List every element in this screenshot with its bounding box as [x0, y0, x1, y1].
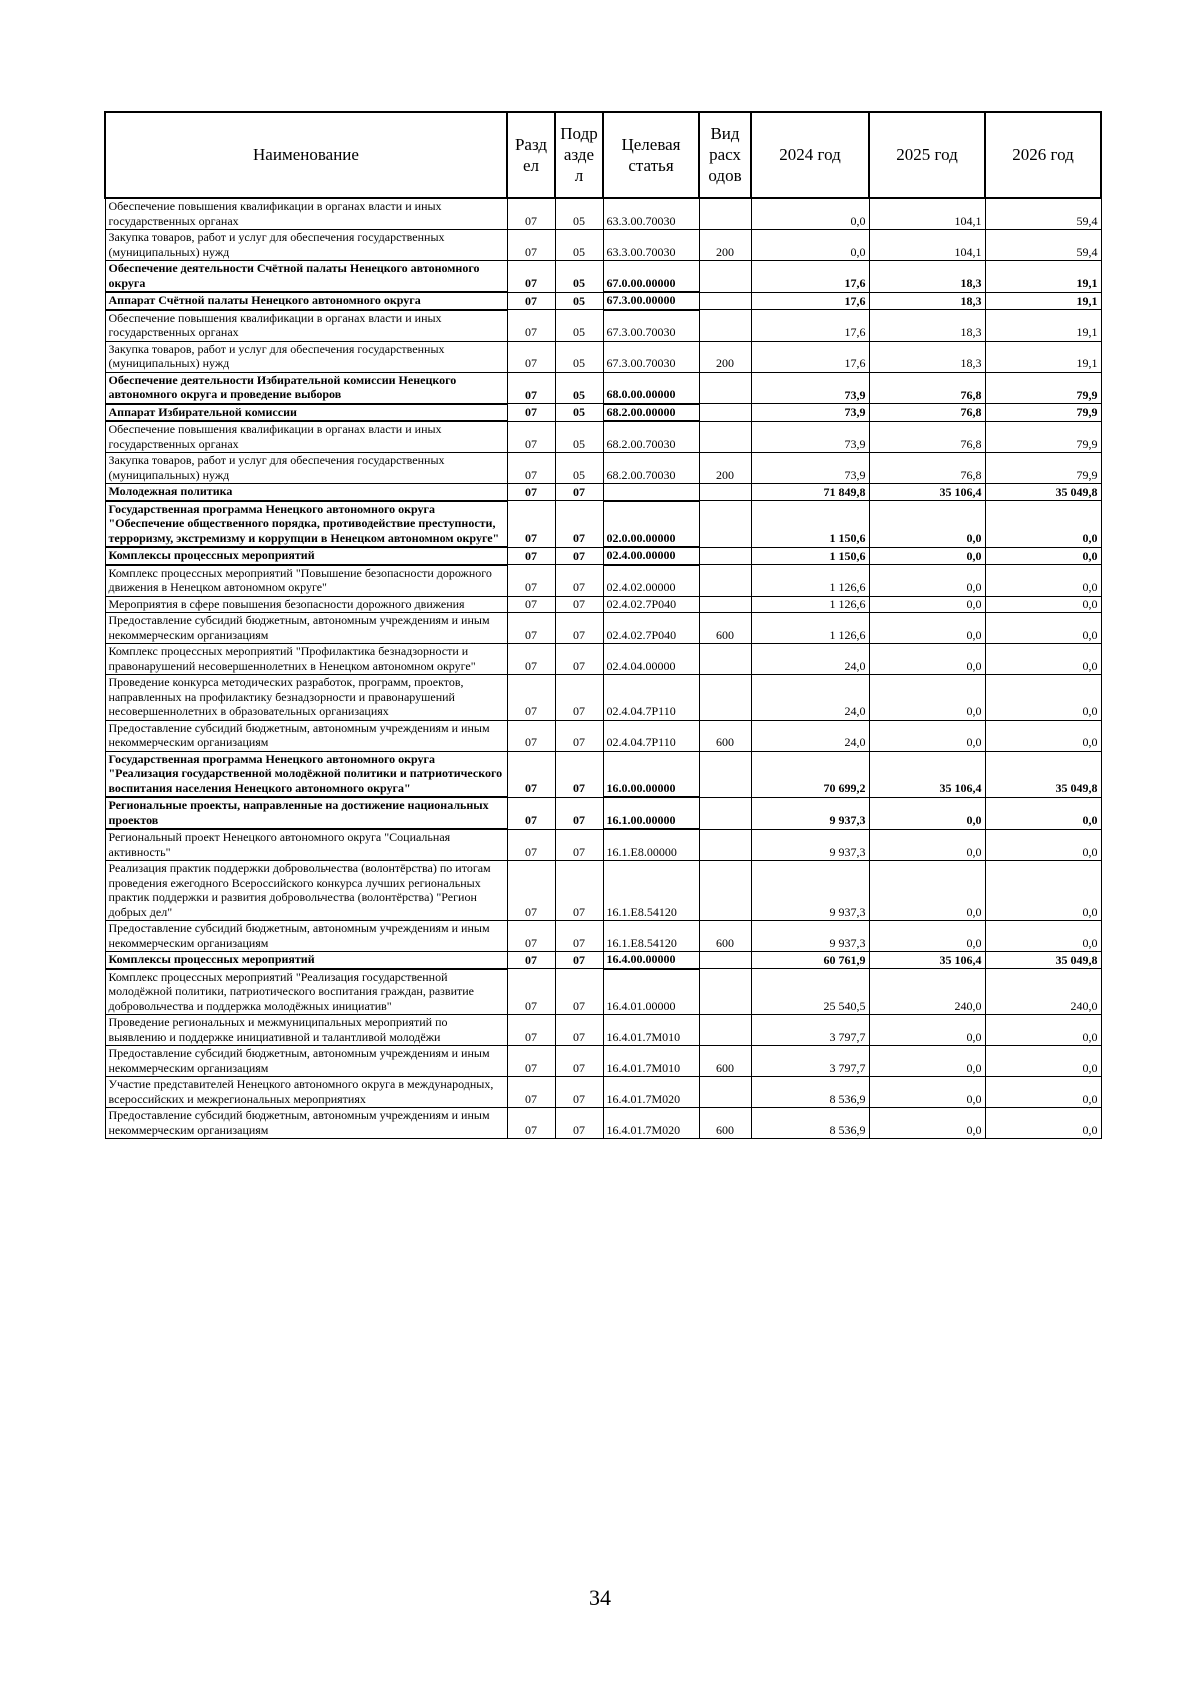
row-expense-type	[699, 969, 751, 1015]
row-name: Участие представителей Ненецкого автономного округа в международных, всероссийских и межрегиональных мероприятиях	[105, 1077, 507, 1108]
row-section: 07	[507, 952, 555, 969]
row-target: 63.3.00.70030	[603, 230, 699, 261]
row-target: 02.4.00.00000	[603, 547, 699, 565]
row-value-2025: 76,8	[869, 453, 985, 484]
row-name: Обеспечение деятельности Избирательной комиссии Ненецкого автономного округа и проведение выборов	[105, 372, 507, 404]
row-expense-type	[699, 501, 751, 548]
row-section: 07	[507, 453, 555, 484]
table-row	[105, 675, 1101, 721]
row-value-2026: 0,0	[985, 1046, 1101, 1077]
row-value-2025: 35 106,4	[869, 751, 985, 797]
row-name: Закупка товаров, работ и услуг для обеспечения государственных (муниципальных) нужд	[105, 453, 507, 484]
budget-table	[104, 111, 1102, 1139]
row-name: Проведение конкурса методических разработок, программ, проектов, направленных на профилактику безнадзорности и правонарушений несовершеннолетних в образовательных организациях	[105, 675, 507, 721]
row-name: Государственная программа Ненецкого автономного округа "Обеспечение общественного порядка, противодействие преступности, терроризму, экстремизму и коррупции в Ненецком автономном округе"	[105, 501, 507, 548]
table-row	[105, 547, 1101, 565]
row-subsection: 07	[555, 484, 603, 501]
table-header-row	[105, 112, 1101, 198]
row-subsection: 07	[555, 829, 603, 861]
row-expense-type	[699, 261, 751, 293]
page-number: 34	[589, 1585, 611, 1610]
row-expense-type	[699, 198, 751, 230]
row-value-2025: 0,0	[869, 596, 985, 613]
row-value-2025: 35 106,4	[869, 952, 985, 969]
row-subsection: 07	[555, 565, 603, 597]
row-subsection: 05	[555, 372, 603, 404]
row-value-2025: 0,0	[869, 829, 985, 861]
row-target: 16.4.01.00000	[603, 969, 699, 1015]
row-subsection: 07	[555, 1108, 603, 1139]
row-name: Комплекс процессных мероприятий "Повышение безопасности дорожного движения в Ненецком автономном округе"	[105, 565, 507, 597]
row-target: 68.2.00.70030	[603, 421, 699, 453]
row-value-2025: 0,0	[869, 613, 985, 644]
row-value-2025: 18,3	[869, 261, 985, 293]
table-row	[105, 292, 1101, 310]
row-expense-type	[699, 1077, 751, 1108]
row-subsection: 07	[555, 613, 603, 644]
row-value-2026: 59,4	[985, 198, 1101, 230]
row-value-2025: 18,3	[869, 310, 985, 342]
table-row	[105, 861, 1101, 921]
row-subsection: 05	[555, 421, 603, 453]
row-value-2026: 0,0	[985, 720, 1101, 751]
row-expense-type: 600	[699, 921, 751, 952]
row-name: Аппарат Избирательной комиссии	[105, 404, 507, 422]
row-value-2024: 70 699,2	[751, 751, 869, 797]
row-section: 07	[507, 921, 555, 952]
row-section: 07	[507, 751, 555, 797]
row-target: 68.2.00.00000	[603, 404, 699, 422]
row-subsection: 07	[555, 861, 603, 921]
table-row	[105, 829, 1101, 861]
row-value-2025: 0,0	[869, 1046, 985, 1077]
row-name: Обеспечение деятельности Счётной палаты Ненецкого автономного округа	[105, 261, 507, 293]
row-subsection: 05	[555, 341, 603, 372]
row-section: 07	[507, 644, 555, 675]
row-value-2025: 0,0	[869, 1108, 985, 1139]
table-row	[105, 404, 1101, 422]
row-expense-type	[699, 484, 751, 501]
row-value-2026: 19,1	[985, 261, 1101, 293]
row-subsection: 07	[555, 1077, 603, 1108]
table-row	[105, 198, 1101, 230]
table-row	[105, 1015, 1101, 1046]
row-value-2024: 1 150,6	[751, 501, 869, 548]
table-row	[105, 1046, 1101, 1077]
row-value-2026: 0,0	[985, 921, 1101, 952]
row-name: Обеспечение повышения квалификации в органах власти и иных государственных органах	[105, 421, 507, 453]
row-section: 07	[507, 198, 555, 230]
row-name: Государственная программа Ненецкого автономного округа "Реализация государственной молодёжной политики и патриотического воспитания населения Ненецкого автономного округа"	[105, 751, 507, 797]
row-value-2026: 0,0	[985, 596, 1101, 613]
row-subsection: 07	[555, 547, 603, 565]
row-value-2026: 35 049,8	[985, 751, 1101, 797]
row-value-2026: 0,0	[985, 861, 1101, 921]
table-row	[105, 596, 1101, 613]
row-value-2024: 24,0	[751, 675, 869, 721]
row-value-2025: 0,0	[869, 1015, 985, 1046]
row-expense-type: 200	[699, 341, 751, 372]
row-subsection: 05	[555, 292, 603, 310]
row-section: 07	[507, 501, 555, 548]
row-subsection: 07	[555, 675, 603, 721]
table-row	[105, 797, 1101, 829]
row-value-2025: 240,0	[869, 969, 985, 1015]
row-value-2024: 0,0	[751, 198, 869, 230]
row-subsection: 05	[555, 453, 603, 484]
row-name: Предоставление субсидий бюджетным, автономным учреждениям и иным некоммерческим организациям	[105, 720, 507, 751]
row-subsection: 07	[555, 797, 603, 829]
row-value-2024: 73,9	[751, 404, 869, 422]
row-value-2026: 0,0	[985, 675, 1101, 721]
header-2026: 2026 год	[985, 112, 1101, 198]
row-value-2024: 24,0	[751, 644, 869, 675]
row-name: Предоставление субсидий бюджетным, автономным учреждениям и иным некоммерческим организациям	[105, 1108, 507, 1139]
row-value-2025: 18,3	[869, 341, 985, 372]
row-value-2024: 1 150,6	[751, 547, 869, 565]
row-value-2026: 0,0	[985, 1077, 1101, 1108]
row-expense-type	[699, 547, 751, 565]
row-value-2024: 1 126,6	[751, 613, 869, 644]
row-value-2025: 0,0	[869, 565, 985, 597]
header-subsection: Подр азде л	[555, 112, 603, 198]
row-value-2024: 17,6	[751, 292, 869, 310]
row-target	[603, 484, 699, 501]
row-target: 02.4.04.7Р110	[603, 720, 699, 751]
header-name: Наименование	[105, 112, 507, 198]
row-section: 07	[507, 829, 555, 861]
row-value-2025: 0,0	[869, 1077, 985, 1108]
table-row	[105, 501, 1101, 548]
row-section: 07	[507, 1108, 555, 1139]
row-expense-type	[699, 310, 751, 342]
row-name: Обеспечение повышения квалификации в органах власти и иных государственных органах	[105, 310, 507, 342]
row-value-2024: 9 937,3	[751, 861, 869, 921]
row-target: 02.4.02.7Р040	[603, 596, 699, 613]
row-target: 16.1.Е8.54120	[603, 861, 699, 921]
row-target: 02.0.00.00000	[603, 501, 699, 548]
row-value-2024: 9 937,3	[751, 921, 869, 952]
row-target: 67.0.00.00000	[603, 261, 699, 293]
row-expense-type	[699, 861, 751, 921]
row-value-2025: 76,8	[869, 404, 985, 422]
row-expense-type	[699, 372, 751, 404]
row-value-2026: 79,9	[985, 453, 1101, 484]
table-row	[105, 341, 1101, 372]
row-value-2024: 1 126,6	[751, 565, 869, 597]
row-expense-type	[699, 952, 751, 969]
table-body	[105, 198, 1101, 1139]
row-name: Предоставление субсидий бюджетным, автономным учреждениям и иным некоммерческим организациям	[105, 1046, 507, 1077]
row-expense-type	[699, 596, 751, 613]
row-name: Аппарат Счётной палаты Ненецкого автономного округа	[105, 292, 507, 310]
row-value-2025: 0,0	[869, 501, 985, 548]
table-row	[105, 565, 1101, 597]
row-value-2026: 35 049,8	[985, 952, 1101, 969]
header-expense-type: Вид расх одов	[699, 112, 751, 198]
table-row	[105, 751, 1101, 797]
row-value-2026: 35 049,8	[985, 484, 1101, 501]
row-subsection: 07	[555, 501, 603, 548]
row-name: Региональные проекты, направленные на достижение национальных проектов	[105, 797, 507, 829]
row-subsection: 05	[555, 230, 603, 261]
row-value-2024: 73,9	[751, 421, 869, 453]
row-expense-type: 600	[699, 720, 751, 751]
row-target: 67.3.00.70030	[603, 310, 699, 342]
row-expense-type	[699, 292, 751, 310]
row-expense-type: 200	[699, 453, 751, 484]
row-section: 07	[507, 341, 555, 372]
row-value-2024: 3 797,7	[751, 1046, 869, 1077]
row-target: 02.4.02.7Р040	[603, 613, 699, 644]
table-row	[105, 453, 1101, 484]
row-target: 02.4.04.00000	[603, 644, 699, 675]
row-value-2025: 0,0	[869, 675, 985, 721]
row-value-2026: 0,0	[985, 1015, 1101, 1046]
row-expense-type: 200	[699, 230, 751, 261]
row-expense-type	[699, 565, 751, 597]
row-value-2024: 8 536,9	[751, 1077, 869, 1108]
row-subsection: 05	[555, 310, 603, 342]
row-expense-type	[699, 644, 751, 675]
row-section: 07	[507, 292, 555, 310]
row-value-2024: 25 540,5	[751, 969, 869, 1015]
table-row	[105, 261, 1101, 293]
row-target: 67.3.00.00000	[603, 292, 699, 310]
row-section: 07	[507, 613, 555, 644]
row-section: 07	[507, 261, 555, 293]
row-expense-type: 600	[699, 613, 751, 644]
row-value-2024: 9 937,3	[751, 797, 869, 829]
row-section: 07	[507, 797, 555, 829]
row-value-2024: 73,9	[751, 372, 869, 404]
row-value-2025: 35 106,4	[869, 484, 985, 501]
table-row	[105, 952, 1101, 969]
row-name: Комплекс процессных мероприятий "Реализация государственной молодёжной политики, патриотического воспитания граждан, развитие добровольчества и поддержка молодёжных инициатив"	[105, 969, 507, 1015]
row-subsection: 07	[555, 1046, 603, 1077]
row-value-2024: 3 797,7	[751, 1015, 869, 1046]
table-row	[105, 613, 1101, 644]
row-value-2025: 0,0	[869, 921, 985, 952]
row-name: Реализация практик поддержки добровольчества (волонтёрства) по итогам проведения ежегодного Всероссийского конкурса лучших региональных практик поддержки и развития добровольчества (волонтёрства) "Регион добрых дел"	[105, 861, 507, 921]
row-name: Предоставление субсидий бюджетным, автономным учреждениям и иным некоммерческим организациям	[105, 921, 507, 952]
table-row	[105, 921, 1101, 952]
table-row	[105, 421, 1101, 453]
row-section: 07	[507, 720, 555, 751]
table-row	[105, 720, 1101, 751]
row-value-2026: 0,0	[985, 565, 1101, 597]
row-target: 16.0.00.00000	[603, 751, 699, 797]
row-target: 02.4.04.7Р110	[603, 675, 699, 721]
row-target: 63.3.00.70030	[603, 198, 699, 230]
row-expense-type	[699, 675, 751, 721]
row-value-2025: 0,0	[869, 644, 985, 675]
row-section: 07	[507, 1046, 555, 1077]
row-section: 07	[507, 861, 555, 921]
row-subsection: 05	[555, 261, 603, 293]
row-name: Обеспечение повышения квалификации в органах власти и иных государственных органах	[105, 198, 507, 230]
row-section: 07	[507, 547, 555, 565]
row-value-2026: 19,1	[985, 292, 1101, 310]
row-value-2026: 0,0	[985, 797, 1101, 829]
row-section: 07	[507, 230, 555, 261]
row-subsection: 07	[555, 720, 603, 751]
row-target: 16.4.01.7М010	[603, 1015, 699, 1046]
row-name: Закупка товаров, работ и услуг для обеспечения государственных (муниципальных) нужд	[105, 341, 507, 372]
row-value-2026: 19,1	[985, 310, 1101, 342]
row-value-2025: 0,0	[869, 861, 985, 921]
row-name: Комплексы процессных мероприятий	[105, 547, 507, 565]
row-section: 07	[507, 675, 555, 721]
row-value-2025: 76,8	[869, 372, 985, 404]
row-expense-type	[699, 1015, 751, 1046]
row-value-2024: 1 126,6	[751, 596, 869, 613]
row-name: Молодежная политика	[105, 484, 507, 501]
row-target: 16.1.Е8.54120	[603, 921, 699, 952]
table-row	[105, 969, 1101, 1015]
row-subsection: 07	[555, 644, 603, 675]
row-value-2026: 0,0	[985, 829, 1101, 861]
row-value-2024: 60 761,9	[751, 952, 869, 969]
header-section: Разд ел	[507, 112, 555, 198]
row-subsection: 07	[555, 969, 603, 1015]
row-target: 67.3.00.70030	[603, 341, 699, 372]
row-target: 16.4.00.00000	[603, 952, 699, 969]
table-row	[105, 230, 1101, 261]
row-value-2024: 8 536,9	[751, 1108, 869, 1139]
row-section: 07	[507, 372, 555, 404]
row-value-2026: 240,0	[985, 969, 1101, 1015]
row-value-2025: 0,0	[869, 547, 985, 565]
row-name: Комплекс процессных мероприятий "Профилактика безнадзорности и правонарушений несовершеннолетних в Ненецком автономном округе"	[105, 644, 507, 675]
row-section: 07	[507, 310, 555, 342]
row-value-2024: 0,0	[751, 230, 869, 261]
table-row	[105, 1077, 1101, 1108]
row-target: 16.4.01.7М010	[603, 1046, 699, 1077]
row-value-2024: 73,9	[751, 453, 869, 484]
row-expense-type: 600	[699, 1108, 751, 1139]
row-section: 07	[507, 1015, 555, 1046]
row-name: Региональный проект Ненецкого автономного округа "Социальная активность"	[105, 829, 507, 861]
row-expense-type: 600	[699, 1046, 751, 1077]
row-target: 16.4.01.7М020	[603, 1077, 699, 1108]
table-row	[105, 1108, 1101, 1139]
row-value-2026: 0,0	[985, 613, 1101, 644]
row-name: Мероприятия в сфере повышения безопасности дорожного движения	[105, 596, 507, 613]
row-expense-type	[699, 797, 751, 829]
row-section: 07	[507, 1077, 555, 1108]
table-row	[105, 310, 1101, 342]
row-value-2025: 0,0	[869, 797, 985, 829]
row-value-2026: 0,0	[985, 1108, 1101, 1139]
table-row	[105, 372, 1101, 404]
row-subsection: 07	[555, 751, 603, 797]
row-name: Предоставление субсидий бюджетным, автономным учреждениям и иным некоммерческим организациям	[105, 613, 507, 644]
row-value-2026: 79,9	[985, 372, 1101, 404]
row-target: 02.4.02.00000	[603, 565, 699, 597]
row-value-2025: 104,1	[869, 198, 985, 230]
table-row	[105, 644, 1101, 675]
row-value-2024: 24,0	[751, 720, 869, 751]
row-section: 07	[507, 421, 555, 453]
row-value-2025: 104,1	[869, 230, 985, 261]
row-subsection: 05	[555, 198, 603, 230]
row-value-2026: 0,0	[985, 501, 1101, 548]
row-section: 07	[507, 404, 555, 422]
header-2024: 2024 год	[751, 112, 869, 198]
row-name: Проведение региональных и межмуниципальных мероприятий по выявлению и поддержке инициативной и талантливой молодёжи	[105, 1015, 507, 1046]
row-value-2025: 76,8	[869, 421, 985, 453]
row-subsection: 07	[555, 952, 603, 969]
row-subsection: 07	[555, 1015, 603, 1046]
row-value-2026: 79,9	[985, 421, 1101, 453]
row-value-2026: 0,0	[985, 547, 1101, 565]
row-target: 16.1.00.00000	[603, 797, 699, 829]
row-value-2025: 0,0	[869, 720, 985, 751]
header-2025: 2025 год	[869, 112, 985, 198]
row-subsection: 05	[555, 404, 603, 422]
row-expense-type	[699, 829, 751, 861]
row-subsection: 07	[555, 921, 603, 952]
table-row	[105, 484, 1101, 501]
row-value-2024: 9 937,3	[751, 829, 869, 861]
row-section: 07	[507, 969, 555, 1015]
row-section: 07	[507, 484, 555, 501]
row-value-2026: 59,4	[985, 230, 1101, 261]
row-value-2024: 17,6	[751, 310, 869, 342]
header-target: Целевая статья	[603, 112, 699, 198]
row-value-2026: 19,1	[985, 341, 1101, 372]
row-value-2024: 17,6	[751, 341, 869, 372]
row-value-2025: 18,3	[869, 292, 985, 310]
row-target: 16.4.01.7М020	[603, 1108, 699, 1139]
row-name: Закупка товаров, работ и услуг для обеспечения государственных (муниципальных) нужд	[105, 230, 507, 261]
row-target: 68.2.00.70030	[603, 453, 699, 484]
row-value-2024: 71 849,8	[751, 484, 869, 501]
row-value-2026: 79,9	[985, 404, 1101, 422]
row-subsection: 07	[555, 596, 603, 613]
row-name: Комплексы процессных мероприятий	[105, 952, 507, 969]
row-expense-type	[699, 421, 751, 453]
row-section: 07	[507, 596, 555, 613]
row-expense-type	[699, 404, 751, 422]
row-target: 16.1.Е8.00000	[603, 829, 699, 861]
row-value-2026: 0,0	[985, 644, 1101, 675]
row-value-2024: 17,6	[751, 261, 869, 293]
row-expense-type	[699, 751, 751, 797]
row-target: 68.0.00.00000	[603, 372, 699, 404]
row-section: 07	[507, 565, 555, 597]
